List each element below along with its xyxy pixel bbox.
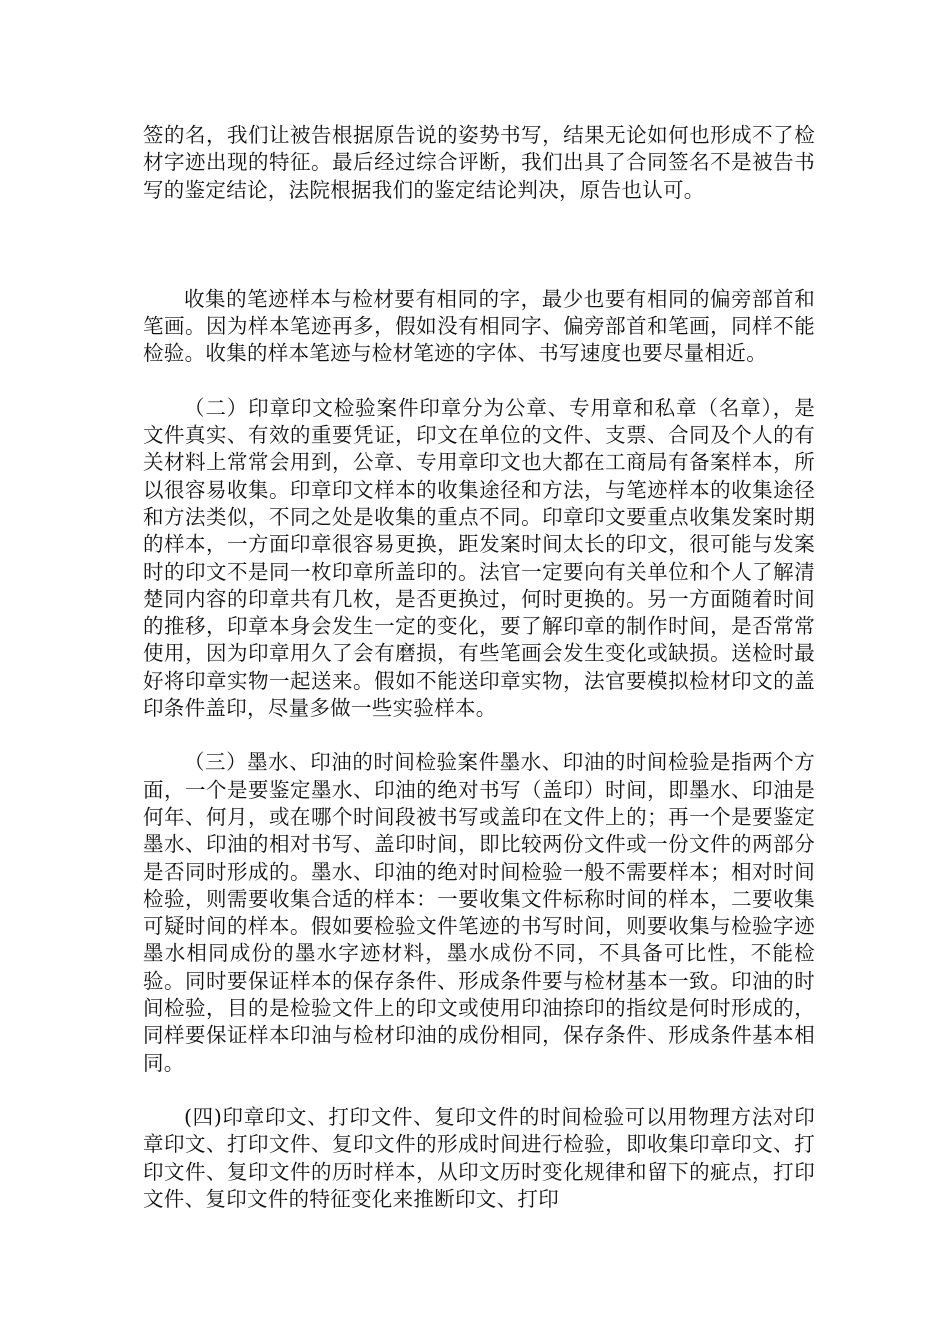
paragraph-ink-time-inspection: （三）墨水、印油的时间检验案件墨水、印油的时间检验是指两个方面，一个是要鉴定墨水、印油的绝对书写（盖印）时间，即墨水、印油是何年、何月，或在哪个时间段被书写或盖印在文件上的；再一个是要鉴定墨水、印油的相对书写、盖印时间，即比较两份文件或一份文件的两部分是否同时形成的。墨水、印油的绝对时间检验一般不需要样本；相对时间检验，则需要收集合适的样本：一要收集文件标称时间的样本，二要收集可疑时间的样本。假如要检验文件笔迹的书写时间，则要收集与检验字迹墨水相同成份的墨水字迹材料，墨水成份不同，不具备可比性，不能检验。同时要保证样本的保存条件、形成条件要与检材基本一致。印油的时间检验，目的是检验文件上的印文或使用印油捺印的指纹是何时形成的，同样要保证样本印油与检材印油的成份相同，保存条件、形成条件基本相同。 xyxy=(143,750,815,1075)
document-body xyxy=(143,122,815,1213)
paragraph-print-copy-time-inspection: (四)印章印文、打印文件、复印文件的时间检验可以用物理方法对印章印文、打印文件、复印文件的形成时间进行检验，即收集印章印文、打印文件、复印文件的历时样本，从印文历时变化规律和留下的疵点，打印文件、复印文件的特征变化来推断印文、打印 xyxy=(143,1104,815,1211)
paragraph-sample-collection: 收集的笔迹样本与检材要有相同的字，最少也要有相同的偏旁部首和笔画。因为样本笔迹再多，假如没有相同字、偏旁部首和笔画，同样不能检验。收集的样本笔迹与检材笔迹的字体、书写速度也要尽量相近。 xyxy=(143,286,815,366)
paragraph-seal-inspection: （二）印章印文检验案件印章分为公章、专用章和私章（名章），是文件真实、有效的重要凭证，印文在单位的文件、支票、合同及个人的有关材料上常常会用到，公章、专用章印文也大都在工商局有备案样本，所以很容易收集。印章印文样本的收集途径和方法，与笔迹样本的收集途径和方法类似，不同之处是收集的重点不同。印章印文要重点收集发案时期的样本，一方面印章很容易更换，距发案时间太长的印文，很可能与发案时的印文不是同一枚印章所盖印的。法官一定要向有关单位和个人了解清楚同内容的印章共有几枚，是否更换过，何时更换的。另一方面随着时间的推移，印章本身会发生一定的变化，要了解印章的制作时间，是否常常使用，因为印章用久了会有磨损，有些笔画会发生变化或缺损。送检时最好将印章实物一起送来。假如不能送印章实物，法官要模拟检材印文的盖印条件盖印，尽量多做一些实验样本。 xyxy=(143,395,815,721)
paragraph-continuation: 签的名，我们让被告根据原告说的姿势书写，结果无论如何也形成不了检材字迹出现的特征。最后经过综合评断，我们出具了合同签名不是被告书写的鉴定结论，法院根据我们的鉴定结论判决，原告也认可。 xyxy=(143,123,815,202)
